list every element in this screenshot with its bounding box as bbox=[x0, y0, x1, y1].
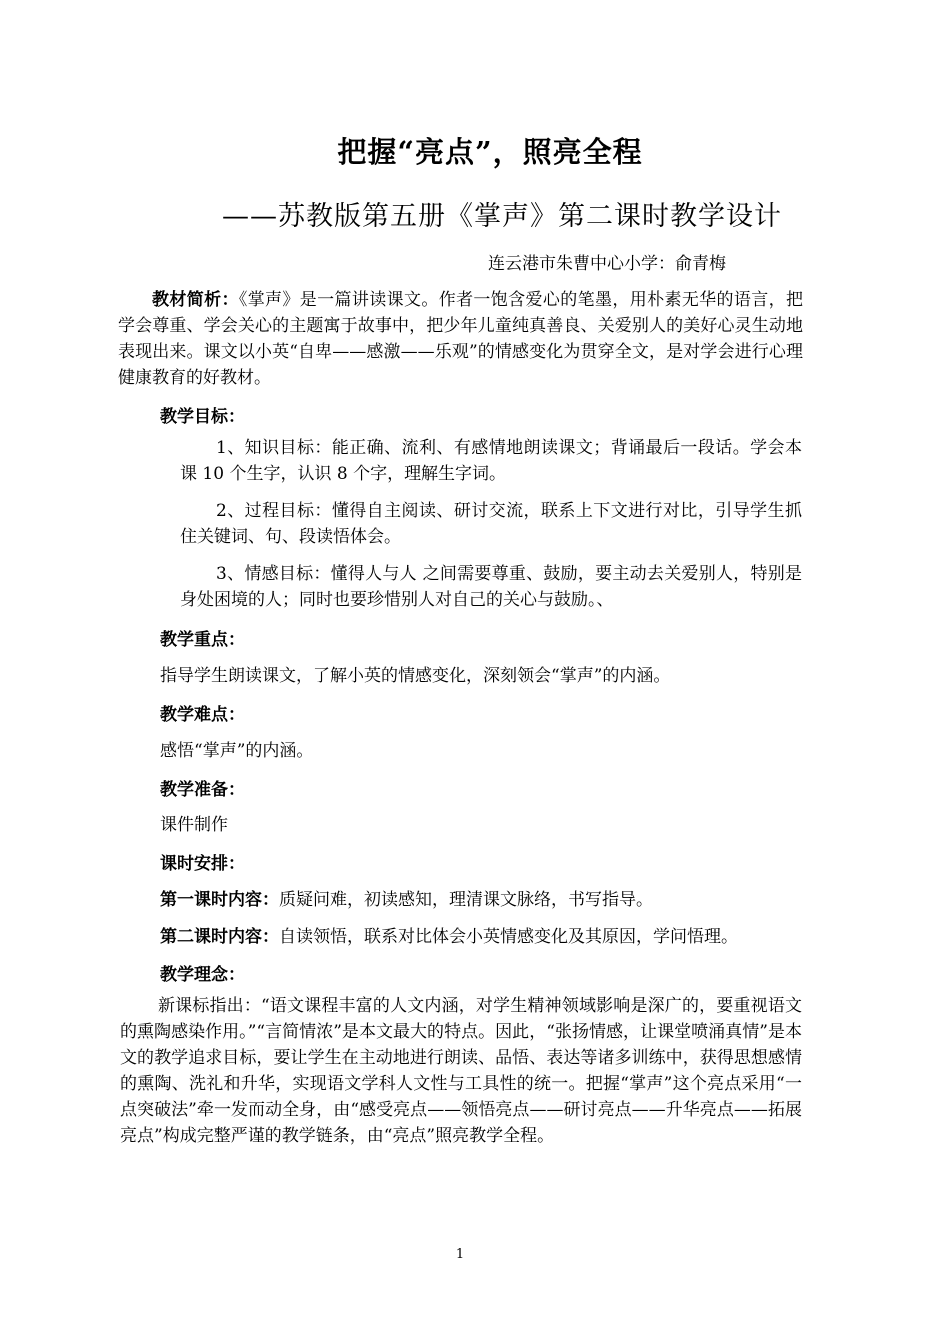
key-points-heading: 教学重点： bbox=[160, 630, 245, 650]
difficulty-heading: 教学难点： bbox=[160, 705, 245, 725]
goals-heading: 教学目标： bbox=[160, 407, 245, 427]
page-number: 1 bbox=[455, 1247, 465, 1262]
first-lesson-text: 质疑问难，初读感知，理清课文脉络，书写指导。 bbox=[279, 890, 653, 910]
concept-heading: 教学理念： bbox=[160, 965, 245, 985]
second-lesson-text: 自读领悟，联系对比体会小英情感变化及其原因，学问悟理。 bbox=[279, 927, 738, 947]
preparation-heading: 教学准备： bbox=[160, 780, 245, 800]
document-subtitle: ——苏教版第五册《掌声》第二课时教学设计 bbox=[222, 201, 782, 232]
intro-label: 教材简析： bbox=[152, 290, 239, 310]
key-points-text: 指导学生朗读课文，了解小英的情感变化，深刻领会“掌声”的内涵。 bbox=[160, 666, 671, 686]
difficulty-text: 感悟“掌声”的内涵。 bbox=[160, 741, 314, 761]
goal-item-3: 3、情感目标：懂得人与人 之间需要尊重、鼓励，要主动去关爱别人，特别是身处困境的人；同时也要珍惜别人对自己的关心与鼓励。、 bbox=[180, 564, 802, 610]
goal-item-2: 2、过程目标：懂得自主阅读、研讨交流，联系上下文进行对比，引导学生抓住关键词、句、段读悟体会。 bbox=[180, 501, 802, 547]
preparation-text: 课件制作 bbox=[160, 815, 228, 835]
intro-paragraph bbox=[118, 287, 803, 391]
schedule-first-lesson bbox=[160, 885, 653, 910]
schedule-heading: 课时安排： bbox=[160, 854, 245, 874]
second-lesson-label: 第二课时内容： bbox=[160, 927, 279, 947]
document-title: 把握“亮点”，照亮全程 bbox=[337, 135, 643, 169]
intro-text: 《掌声》是一篇讲读课文。作者一饱含爱心的笔墨，用朴素无华的语言，把学会尊重、学会关心的主题寓于故事中，把少年儿童纯真善良、关爱别人的美好心灵生动地表现出来。课文以小英“自卑——感激——乐观”的情感变化为贯穿全文，是对学会进行心理健康教育的好教材。 bbox=[118, 290, 804, 388]
goal-item-1: 1、知识目标：能正确、流利、有感情地朗读课文；背诵最后一段话。学会本课 10 个生字，认识 8 个字，理解生字词。 bbox=[180, 438, 802, 484]
author-line: 连云港市朱曹中心小学：俞青梅 bbox=[488, 254, 726, 274]
first-lesson-label: 第一课时内容： bbox=[160, 890, 279, 910]
concept-paragraph: 新课标指出：“语文课程丰富的人文内涵，对学生精神领域影响是深广的，要重视语文的熏陶感染作用。”“言简情浓”是本文最大的特点。因此，“张扬情感，让课堂喷涌真情”是本文的教学追求目标，要让学生在主动地进行朗读、品悟、表达等诸多训练中，获得思想感情的熏陶、洗礼和升华，实现语文学科人文性与工具性的统一。把握“掌声”这个亮点采用“一点突破法”牵一发而动全身，由“感受亮点——领悟亮点——研讨亮点——升华亮点——拓展亮点”构成完整严谨的教学链条，由“亮点”照亮教学全程。 bbox=[120, 996, 802, 1146]
schedule-second-lesson bbox=[160, 922, 738, 947]
